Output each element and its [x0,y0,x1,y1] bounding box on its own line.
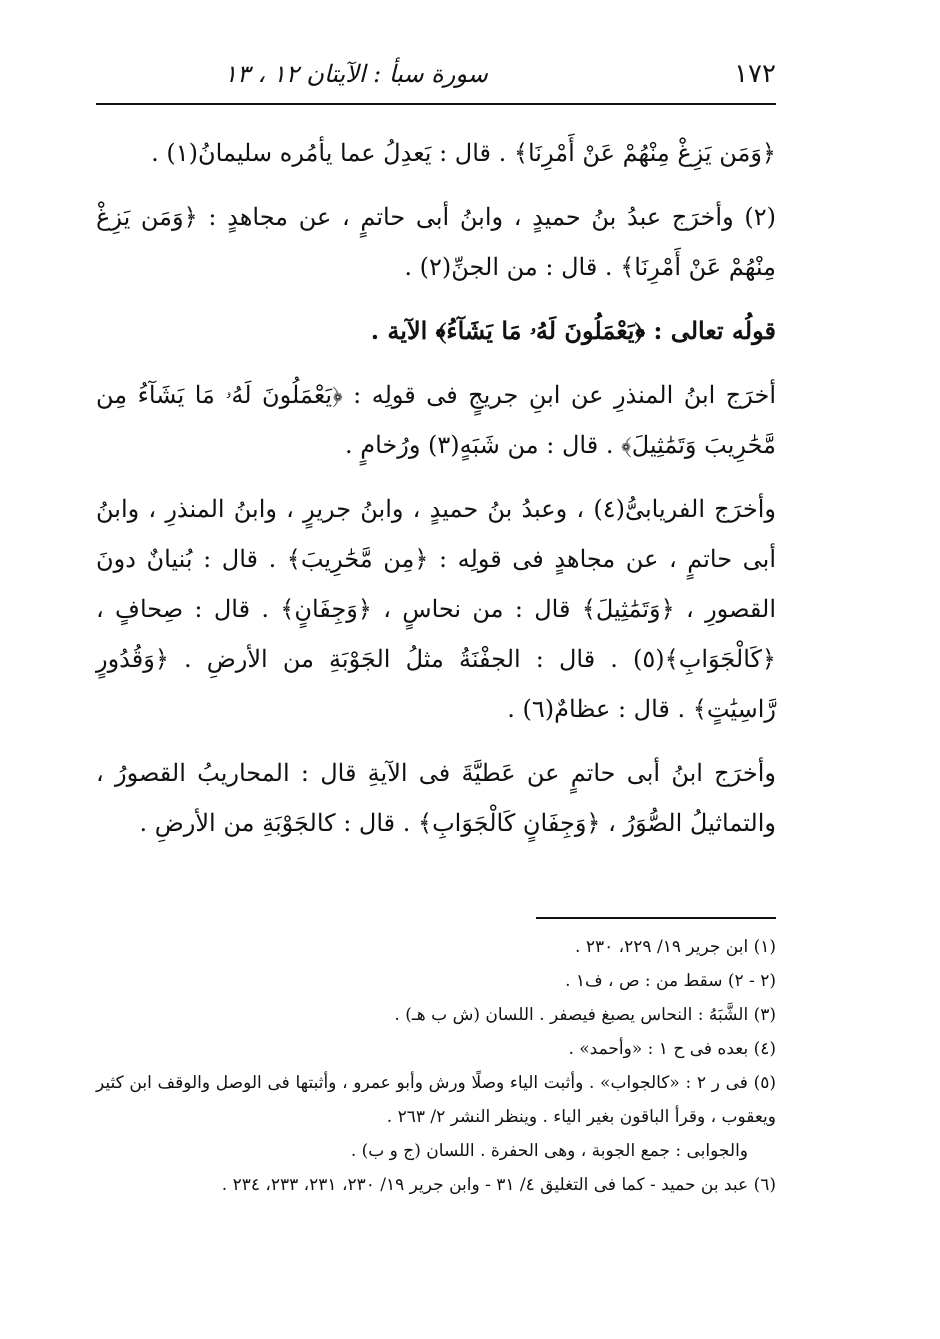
paragraph: ﴿وَمَن يَزِغْ مِنْهُمْ عَنْ أَمْرِنَا﴾ . قال : يَعدِلُ عما يأمُره سليمانُ(١) . [151,139,776,167]
page-header [96,56,776,96]
main-text [96,128,776,862]
paragraph: (٢) وأخرَج عبدُ بنُ حميدٍ ، وابنُ أبى حاتمٍ ، عن مجاهدٍ : ﴿وَمَن يَزِغْ مِنْهُمْ عَنْ أَمْرِنَا﴾ . قال : من الجنِّ(٢) . [96,203,776,281]
page-number: ١٧٢ [734,59,776,89]
paragraph: أخرَج ابنُ المنذرِ عن ابنِ جريجٍ فى قولِه : ﴿يَعْمَلُونَ لَهُۥ مَا يَشَآءُ مِن مَّحَٰرِيبَ وَتَمَٰثِيلَ﴾ . قال : من شَبَهٍ(٣) ورُخامٍ . [96,381,776,459]
footnote: (٣) الشَّبَهُ : النحاس يصبغ فيصفر . اللسان (ش ب هـ) . [394,1005,776,1025]
footnotes [96,930,776,1202]
footnote: (٤) بعده فى ح ١ : «وأحمد» . [568,1039,776,1059]
footnote: (٢ - ٢) سقط من : ص ، ف١ . [565,971,776,991]
footnote: (٦) عبد بن حميد - كما فى التغليق ٤/ ٣١ - وابن جرير ١٩/ ٢٣٠، ٢٣١، ٢٣٣، ٢٣٤ . [221,1175,776,1195]
running-title: سورة سبأ : الآيتان ١٢ ، ١٣ [224,60,488,88]
footnote-separator [536,917,776,919]
header-rule [96,103,776,105]
paragraph-heading: قولُه تعالى : ﴿يَعْمَلُونَ لَهُۥ مَا يَشَآءُ﴾ الآية . [370,316,776,345]
paragraph: وأخرَج الفريابىُّ(٤) ، وعبدُ بنُ حميدٍ ، وابنُ جريرٍ ، وابنُ المنذرِ ، وابنُ أبى حاتمٍ ، عن مجاهدٍ فى قولِه : ﴿مِن مَّحَٰرِيبَ﴾ . قال : بُنيانٌ دونَ القصورِ ، ﴿وَتَمَٰثِيلَ﴾ قال : من نحاسٍ ، ﴿وَجِفَانٍ﴾ . قال : صِحافٍ ، ﴿كَالْجَوَابِ﴾(٥) . قال : الجفْنَةُ مثلُ الجَوْبَةِ من الأرضِ . ﴿وَقُدُورٍ رَّاسِيَٰتٍ﴾ . قال : عظامٌ(٦) . [96,495,777,723]
footnote-continuation: والجوابى : جمع الجوبة ، وهى الحفرة . اللسان (ج و ب) . [350,1141,748,1161]
paragraph: وأخرَج ابنُ أبى حاتمٍ عن عَطيَّةَ فى الآيةِ قال : المحاريبُ القصورُ ، والتماثيلُ الصُّوَرُ ، ﴿وَجِفَانٍ كَالْجَوَابِ﴾ . قال : كالجَوْبَةِ من الأرضِ . [96,759,776,837]
footnote: (١) ابن جرير ١٩/ ٢٢٩، ٢٣٠ . [575,937,776,957]
footnote: (٥) فى ر ٢ : «كالجواب» . وأثبت الياء وصلًا ورش وأبو عمرو ، وأثبتها فى الوصل والوقف ابن كثير ويعقوب ، وقرأ الباقون بغير الياء . وينظر النشر ٢/ ٢٦٣ . [96,1073,776,1127]
